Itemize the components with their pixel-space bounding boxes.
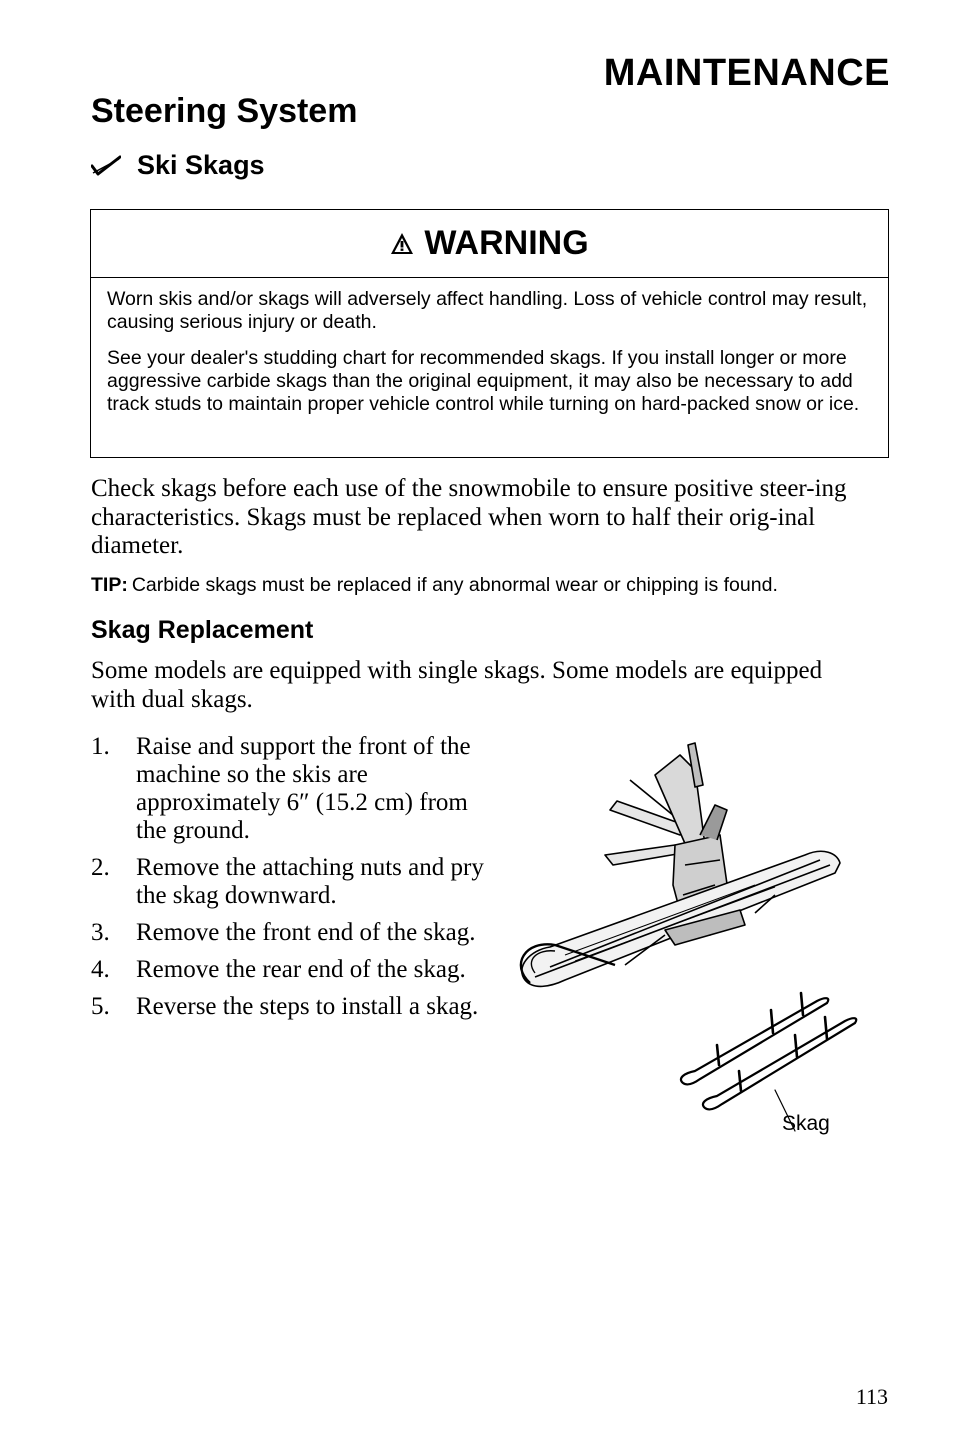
- tip-text: Carbide skags must be replaced if any abnormal wear or chipping is found.: [131, 574, 778, 596]
- checkmark-icon: [91, 155, 121, 177]
- tip: [91, 574, 778, 597]
- section-header: MAINTENANCE: [603, 52, 890, 94]
- tip-label: TIP:: [91, 574, 128, 596]
- skag-replacement-intro: Some models are equipped with single skags. Some models are equipped with dual skags.: [91, 657, 823, 713]
- warning-title: WARNING: [424, 224, 589, 262]
- step-item: [91, 919, 491, 947]
- warning-paragraph: See your dealer's studding chart for recommended skags. If you install longer or more aggressive carbide skags than the original equipment, it may also be necessary to add track studs to maintain proper vehicle control while turning on hard-packed snow or ice.: [107, 347, 860, 415]
- step-number: 3.: [91, 919, 110, 946]
- warning-paragraph: Worn skis and/or skags will adversely affect handling. Loss of vehicle control may result, causing serious injury or death.: [107, 288, 868, 333]
- step-text: Remove the attaching nuts and pry the skag downward.: [136, 854, 484, 909]
- subsection-title: Ski Skags: [137, 150, 265, 180]
- warning-body: [91, 278, 888, 416]
- step-number: 2.: [91, 854, 110, 881]
- step-number: 1.: [91, 733, 110, 760]
- page-number: 113: [855, 1384, 888, 1409]
- warning-triangle-icon: [390, 232, 414, 256]
- step-text: Reverse the steps to install a skag.: [136, 993, 479, 1020]
- warning-header: [91, 210, 888, 278]
- figure-label-skag: Skag: [782, 1112, 830, 1135]
- step-text: Remove the rear end of the skag.: [136, 956, 466, 983]
- ski-skag-illustration: [505, 735, 885, 1145]
- body-paragraph: Check skags before each use of the snowmobile to ensure positive steer-ing characteristics. Skags must be replaced when worn to half their orig-inal diameter.: [91, 475, 847, 559]
- step-item: [91, 733, 491, 845]
- step-item: [91, 854, 491, 910]
- skag-replacement-heading: Skag Replacement: [91, 616, 314, 644]
- step-item: [91, 993, 491, 1021]
- warning-box: [90, 209, 889, 458]
- steps-list: [91, 733, 491, 1030]
- step-text: Raise and support the front of the machine so the skis are approximately 6″ (15.2 cm) from the ground.: [136, 733, 471, 844]
- step-number: 4.: [91, 956, 110, 983]
- page-title: Steering System: [91, 92, 358, 130]
- step-number: 5.: [91, 993, 110, 1020]
- step-item: [91, 956, 491, 984]
- step-text: Remove the front end of the skag.: [136, 919, 476, 946]
- subsection-heading: [91, 150, 265, 181]
